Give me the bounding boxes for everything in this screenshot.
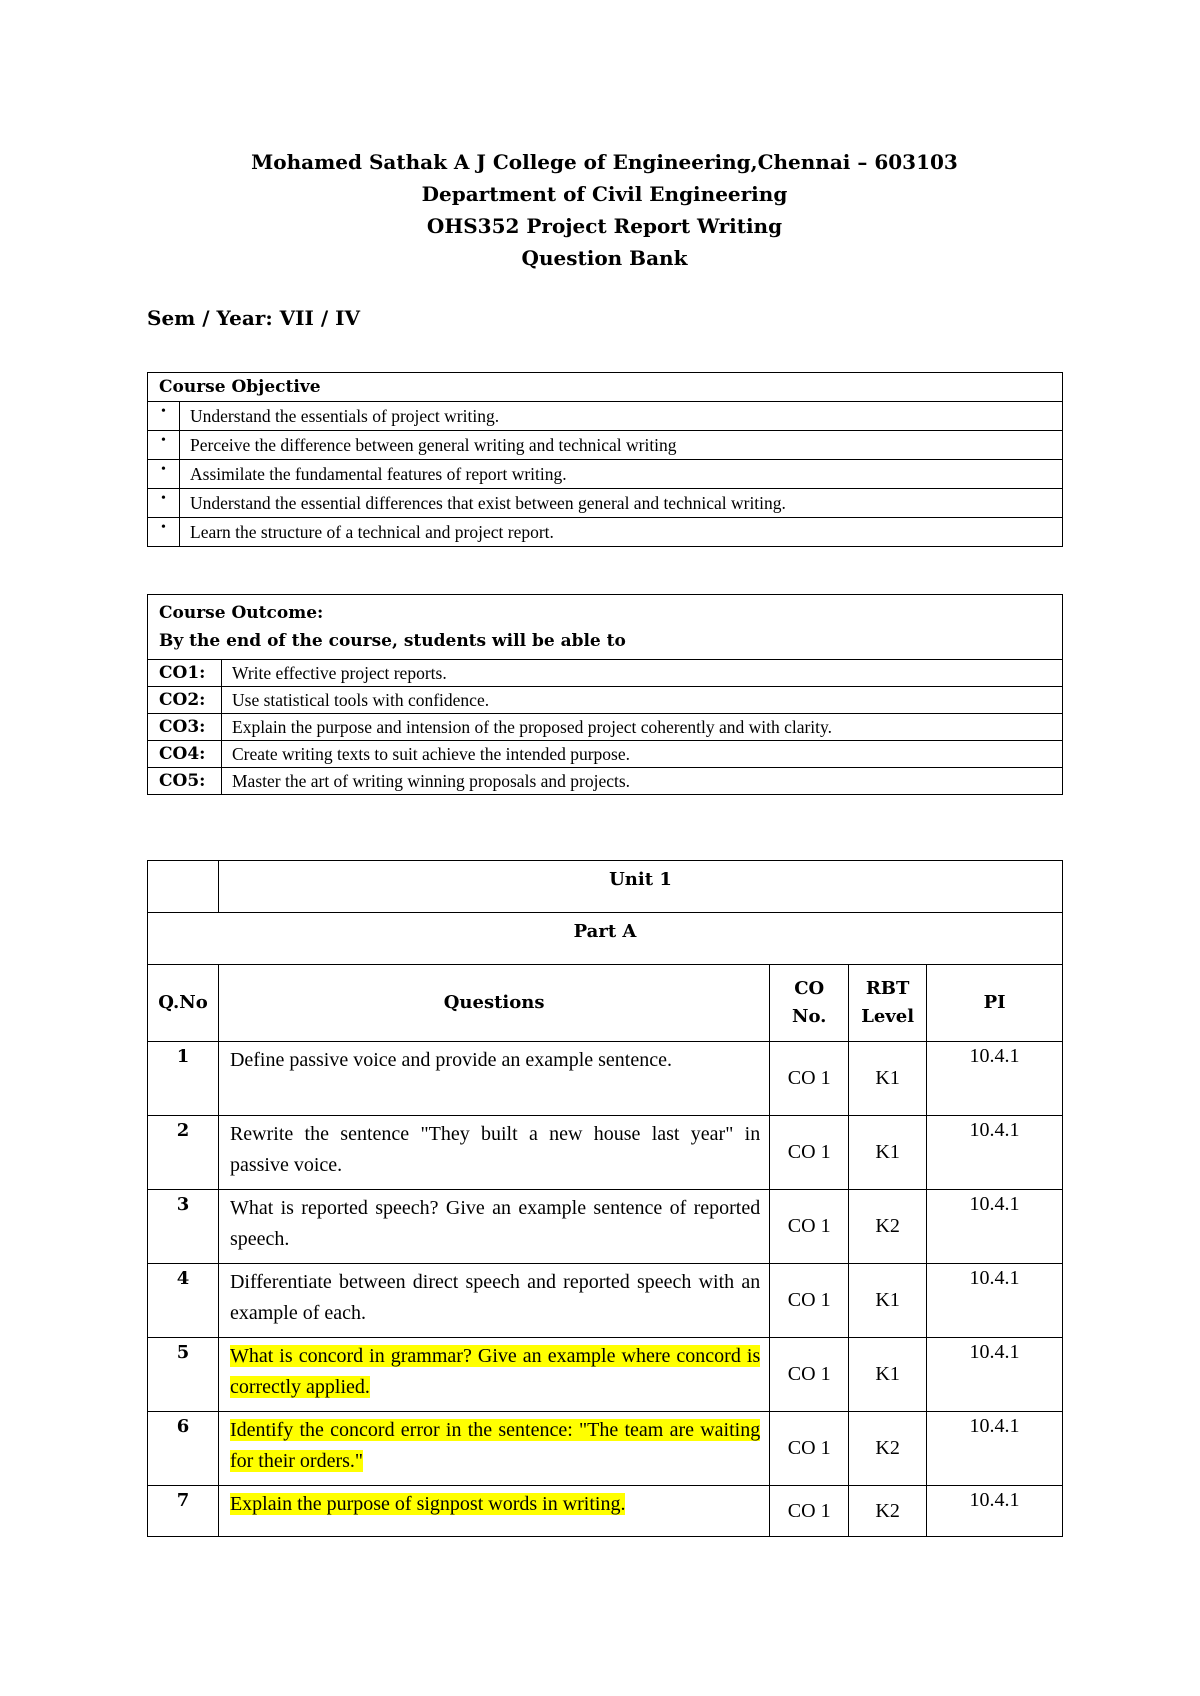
objective-text: Assimilate the fundamental features of report writing. [180, 460, 1063, 489]
question-text-cell [218, 1338, 769, 1412]
outcome-code: CO2: [148, 687, 222, 714]
question-text-cell [218, 1190, 769, 1264]
rbt-header-line2: Level [861, 1006, 915, 1027]
question-text: What is reported speech? Give an example sentence of reported speech. [229, 1197, 761, 1250]
bullet-icon: • [148, 489, 180, 518]
question-co: CO 1 [770, 1412, 849, 1486]
course-outcome-heading [148, 595, 1063, 660]
objective-row [148, 518, 1063, 547]
question-number: 7 [148, 1486, 219, 1537]
co-header [770, 965, 849, 1042]
question-rbt: K2 [849, 1412, 927, 1486]
question-pi: 10.4.1 [927, 1264, 1063, 1338]
question-text-cell [218, 1116, 769, 1190]
bullet-icon: • [148, 518, 180, 547]
question-row [148, 1190, 1063, 1264]
part-heading: Part A [148, 913, 1063, 965]
outcome-text: Master the art of writing winning proposals and projects. [222, 768, 1063, 795]
course-outcome-table [147, 594, 1063, 795]
question-pi: 10.4.1 [927, 1116, 1063, 1190]
rbt-header-line1: RBT [865, 978, 910, 999]
outcome-text: Explain the purpose and intension of the proposed project coherently and with clarity. [222, 714, 1063, 741]
sem-year: Sem / Year: VII / IV [147, 306, 360, 330]
objective-text: Learn the structure of a technical and project report. [180, 518, 1063, 547]
objective-text: Understand the essential differences that exist between general and technical writing. [180, 489, 1063, 518]
objective-text: Understand the essentials of project writing. [180, 402, 1063, 431]
course-title: OHS352 Project Report Writing [426, 214, 783, 238]
question-co: CO 1 [770, 1486, 849, 1537]
document-type: Question Bank [521, 246, 688, 270]
question-co: CO 1 [770, 1042, 849, 1116]
question-text: Rewrite the sentence "They built a new house last year" in passive voice. [229, 1123, 761, 1176]
question-text: Explain the purpose of signpost words in writing. [229, 1493, 626, 1515]
outcome-text: Use statistical tools with confidence. [222, 687, 1063, 714]
qno-header: Q.No [148, 965, 219, 1042]
question-rbt: K1 [849, 1338, 927, 1412]
outcome-code: CO1: [148, 660, 222, 687]
objective-row [148, 431, 1063, 460]
question-text: Identify the concord error in the sentence: "The team are waiting for their orders." [229, 1419, 761, 1472]
objective-row [148, 460, 1063, 489]
outcome-row [148, 768, 1063, 795]
column-header-row [148, 965, 1063, 1042]
bullet-icon: • [148, 402, 180, 431]
question-number: 6 [148, 1412, 219, 1486]
question-text: Differentiate between direct speech and reported speech with an example of each. [229, 1271, 761, 1324]
course-outcome-title: Course Outcome: [159, 603, 324, 623]
question-row [148, 1412, 1063, 1486]
question-text-cell [218, 1042, 769, 1116]
question-rbt: K2 [849, 1190, 927, 1264]
bullet-icon: • [148, 460, 180, 489]
question-row [148, 1264, 1063, 1338]
outcome-code: CO4: [148, 741, 222, 768]
question-text: What is concord in grammar? Give an example where concord is correctly applied. [229, 1345, 761, 1398]
co-header-line1: CO [794, 978, 825, 999]
course-objective-heading: Course Objective [148, 373, 1063, 402]
outcome-row [148, 660, 1063, 687]
department-name: Department of Civil Engineering [421, 182, 788, 206]
question-pi: 10.4.1 [927, 1190, 1063, 1264]
outcome-row [148, 714, 1063, 741]
question-pi: 10.4.1 [927, 1486, 1063, 1537]
question-co: CO 1 [770, 1338, 849, 1412]
outcome-code: CO3: [148, 714, 222, 741]
question-rbt: K1 [849, 1264, 927, 1338]
question-row [148, 1338, 1063, 1412]
questions-header: Questions [218, 965, 769, 1042]
unit-blank-cell [148, 861, 219, 913]
question-table [147, 860, 1063, 1537]
question-text-cell [218, 1264, 769, 1338]
college-name: Mohamed Sathak A J College of Engineering,Chennai – 603103 [251, 150, 958, 174]
question-number: 5 [148, 1338, 219, 1412]
question-rbt: K1 [849, 1116, 927, 1190]
outcome-row [148, 741, 1063, 768]
question-pi: 10.4.1 [927, 1338, 1063, 1412]
rbt-header [849, 965, 927, 1042]
question-text-cell [218, 1486, 769, 1537]
outcome-text: Create writing texts to suit achieve the intended purpose. [222, 741, 1063, 768]
outcome-text: Write effective project reports. [222, 660, 1063, 687]
objective-row [148, 489, 1063, 518]
outcome-row [148, 687, 1063, 714]
question-co: CO 1 [770, 1264, 849, 1338]
pi-header: PI [927, 965, 1063, 1042]
question-text-cell [218, 1412, 769, 1486]
question-co: CO 1 [770, 1116, 849, 1190]
course-objective-table [147, 372, 1063, 547]
question-row [148, 1116, 1063, 1190]
question-row [148, 1042, 1063, 1116]
co-header-line2: No. [791, 1006, 827, 1027]
document-header [147, 146, 1062, 274]
objective-text: Perceive the difference between general writing and technical writing [180, 431, 1063, 460]
question-co: CO 1 [770, 1190, 849, 1264]
question-pi: 10.4.1 [927, 1412, 1063, 1486]
question-row [148, 1486, 1063, 1537]
question-number: 2 [148, 1116, 219, 1190]
objective-row [148, 402, 1063, 431]
question-number: 3 [148, 1190, 219, 1264]
outcome-code: CO5: [148, 768, 222, 795]
question-text: Define passive voice and provide an example sentence. [229, 1049, 672, 1071]
question-number: 4 [148, 1264, 219, 1338]
unit-heading: Unit 1 [218, 861, 1062, 913]
question-pi: 10.4.1 [927, 1042, 1063, 1116]
bullet-icon: • [148, 431, 180, 460]
course-outcome-subtitle: By the end of the course, students will be able to [159, 631, 626, 651]
question-rbt: K2 [849, 1486, 927, 1537]
question-rbt: K1 [849, 1042, 927, 1116]
question-number: 1 [148, 1042, 219, 1116]
